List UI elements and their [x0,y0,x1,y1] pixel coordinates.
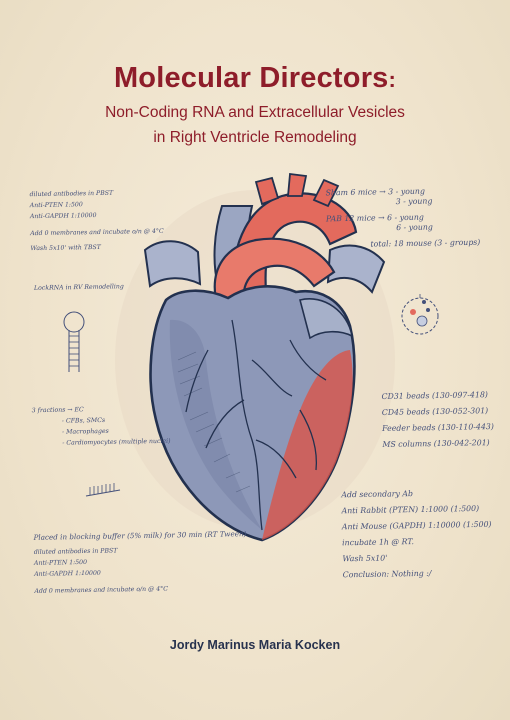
hairpin-rna-icon [56,308,96,378]
note-line: diluted antibodies in PBST [29,189,114,199]
note-lockrna: LockRNA in RV Remodelling [33,283,124,292]
vesicle-cell-icon [398,294,442,338]
note-line: CD31 beads (130-097-418) [381,390,488,401]
note-line: - Cardiomyocytes (multiple nuclei) [62,437,171,447]
notes-fractions [32,403,171,449]
note-line: Anti Mouse (GAPDH) 1:10000 (1:500) [341,519,492,532]
notes-antibodies [341,485,492,584]
subtitle-line-2: in Right Ventricle Remodeling [153,129,357,146]
subtitle-line-1: Non-Coding RNA and Extracellular Vesicles [105,104,405,121]
note-line: - CFBs, SMCs [61,416,106,425]
note-line: PAB 12 mice → 6 - young [325,212,424,224]
note-line: Anti-GAPDH 1:10000 [34,569,101,578]
note-line: Add 0 membranes and incubate o/n @ 4°C [34,585,169,595]
note-line: - Macrophages [62,427,109,436]
note-line: 3 fractions → EC [31,406,84,415]
title-colon: : [388,67,397,92]
note-line: Add 0 membranes and incubate o/n @ 4°C [30,227,164,238]
title-text: Molecular Directors [113,62,389,94]
note-line: Anti-PTEN 1:500 [29,201,83,210]
note-line: Anti-PTEN 1:500 [33,558,88,567]
author-name: Jordy Marinus Maria Kocken [169,638,341,652]
notes-top-right [325,183,480,254]
note-line: Wash 5x10' with TBST [30,243,101,253]
note-line: Anti Rabbit (PTEN) 1:1000 (1:500) [341,503,480,516]
note-line: Wash 5x10' [342,553,388,564]
comb-sketch-icon [84,482,124,502]
note-line: CD45 beads (130-052-301) [381,406,489,417]
note-line: total: 18 mouse (3 - groups) [370,237,481,249]
note-line: incubate 1h @ RT. [342,537,414,548]
note-line: Sham 6 mice → 3 - young [325,186,425,198]
note-line: Conclusion: Nothing :/ [342,568,432,580]
note-line: Anti-GAPDH 1:10000 [29,212,97,221]
note-line: MS columns (130-042-201) [382,438,490,449]
note-line: diluted antibodies in PBST [33,547,118,556]
note-line: Placed in blocking buffer (5% milk) for 30 min (RT Tween) [33,529,247,542]
note-line: 6 - young [396,222,433,233]
notes-top-left [29,187,164,254]
notes-beads [381,387,494,453]
aorta-branch-2 [288,174,306,196]
note-line: Feeder beads (130-110-443) [382,422,494,433]
notes-bottom-left [33,528,247,597]
note-line: Add secondary Ab [341,489,414,500]
note-line: 3 - young [395,196,433,207]
